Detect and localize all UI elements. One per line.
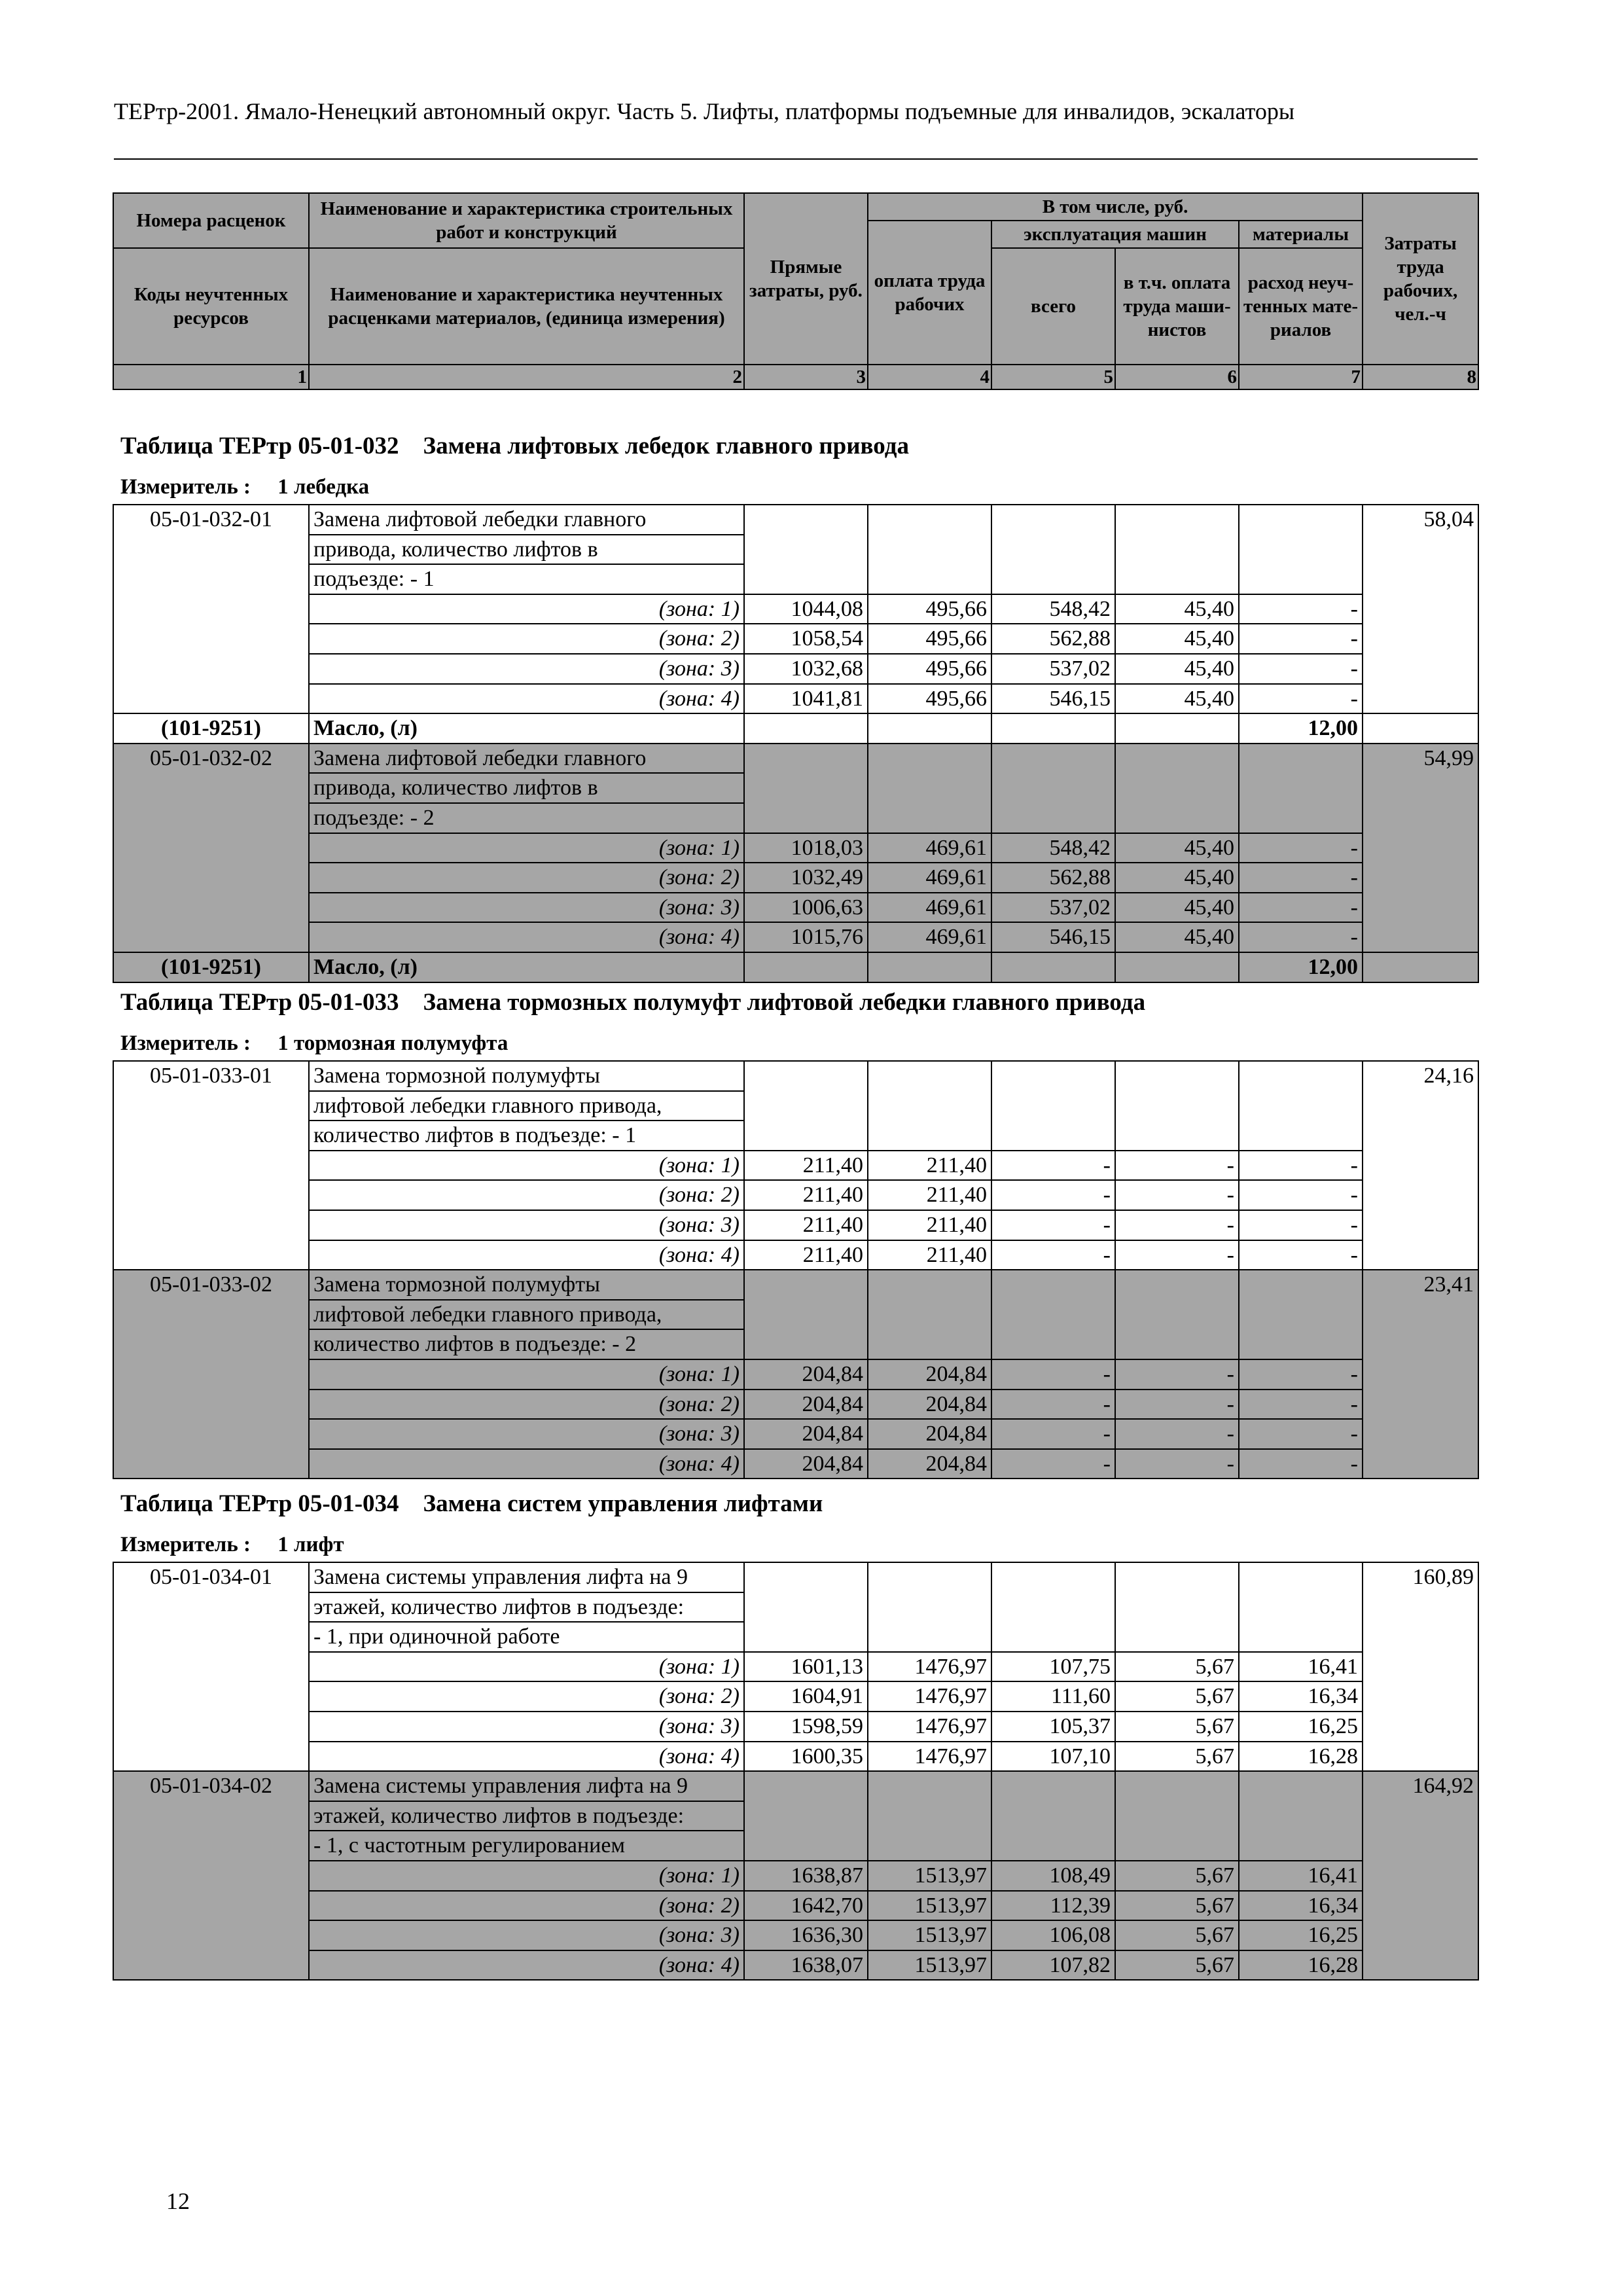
header-vsego: всего (991, 248, 1115, 365)
zone-value-c3: 211,40 (744, 1151, 868, 1181)
zone-row (113, 833, 1478, 863)
empty-cell (1115, 744, 1239, 833)
zone-value-c3: 204,84 (744, 1390, 868, 1420)
rate-description-line: количество лифтов в подъезде: - 1 (309, 1121, 744, 1151)
zone-value-c3: 204,84 (744, 1449, 868, 1479)
zone-value-c5: 546,15 (991, 922, 1115, 952)
zone-value-c3: 1044,08 (744, 594, 868, 624)
zone-value-c5: 537,02 (991, 654, 1115, 684)
page-number: 12 (166, 2188, 190, 2214)
zone-value-c4: 204,84 (868, 1359, 991, 1390)
empty-cell (744, 744, 868, 833)
zone-value-c7: - (1239, 654, 1363, 684)
zone-value-c5: 107,10 (991, 1742, 1115, 1772)
title-rule (114, 158, 1478, 160)
empty-cell (1115, 1270, 1239, 1359)
zone-label: (зона: 1) (309, 1359, 744, 1390)
rate-description-line: лифтовой лебедки главного привода, (309, 1091, 744, 1121)
zone-value-c5: 537,02 (991, 893, 1115, 923)
zone-value-c6: 45,40 (1115, 893, 1239, 923)
empty-cell (868, 1771, 991, 1861)
labor-cost: 164,92 (1363, 1771, 1478, 1980)
document-title: ТЕРтр-2001. Ямало-Ненецкий автономный округ. Часть 5. Лифты, платформы подъемные для инвалидов, эскалаторы (114, 98, 1295, 124)
empty-cell (1363, 952, 1478, 982)
rate-description-line: - 1, при одиночной работе (309, 1622, 744, 1652)
zone-value-c3: 1600,35 (744, 1742, 868, 1772)
zone-value-c7: - (1239, 833, 1363, 863)
zone-value-c4: 1513,97 (868, 1950, 991, 1981)
zone-value-c7: 16,25 (1239, 1712, 1363, 1742)
zone-row (113, 1390, 1478, 1420)
zone-value-c4: 469,61 (868, 922, 991, 952)
empty-cell (744, 1562, 868, 1652)
resource-row (113, 713, 1478, 744)
zone-row (113, 684, 1478, 714)
zone-value-c7: - (1239, 1151, 1363, 1181)
table-row (113, 505, 1478, 535)
zone-value-c6: 5,67 (1115, 1712, 1239, 1742)
zone-row (113, 1151, 1478, 1181)
empty-cell (1239, 744, 1363, 833)
zone-value-c3: 211,40 (744, 1210, 868, 1240)
zone-value-c7: - (1239, 893, 1363, 923)
zone-row (113, 1359, 1478, 1390)
zone-label: (зона: 2) (309, 1891, 744, 1921)
zone-value-c4: 1476,97 (868, 1652, 991, 1682)
header-kody: Коды неучтенных ресурсов (113, 248, 309, 365)
rate-code: 05-01-033-01 (113, 1061, 309, 1270)
zone-label: (зона: 4) (309, 1742, 744, 1772)
table-row (113, 1562, 1478, 1592)
empty-cell (1115, 1771, 1239, 1861)
zone-value-c3: 211,40 (744, 1180, 868, 1210)
rate-code: 05-01-033-02 (113, 1270, 309, 1479)
zone-row (113, 922, 1478, 952)
section-measure: Измеритель : 1 лифт (120, 1533, 344, 1556)
zone-row (113, 654, 1478, 684)
zone-row (113, 1950, 1478, 1981)
empty-cell (868, 1061, 991, 1151)
zone-value-c7: - (1239, 922, 1363, 952)
zone-row (113, 863, 1478, 893)
zone-value-c7: - (1239, 1210, 1363, 1240)
header-nomera: Номера расценок (113, 193, 309, 248)
zone-value-c3: 1638,07 (744, 1950, 868, 1981)
zone-value-c3: 1598,59 (744, 1712, 868, 1742)
resource-row (113, 952, 1478, 982)
zone-label: (зона: 4) (309, 1950, 744, 1981)
empty-cell (1239, 505, 1363, 594)
rate-code: 05-01-032-02 (113, 744, 309, 952)
zone-value-c3: 1041,81 (744, 684, 868, 714)
rate-code: 05-01-034-02 (113, 1771, 309, 1980)
empty-cell (991, 952, 1115, 982)
zone-value-c4: 495,66 (868, 684, 991, 714)
resource-value: 12,00 (1239, 713, 1363, 744)
zone-label: (зона: 1) (309, 833, 744, 863)
zone-value-c3: 1006,63 (744, 893, 868, 923)
zone-row (113, 1712, 1478, 1742)
zone-label: (зона: 3) (309, 654, 744, 684)
resource-name: Масло, (л) (309, 713, 744, 744)
zone-value-c5: 105,37 (991, 1712, 1115, 1742)
zone-value-c7: - (1239, 1359, 1363, 1390)
empty-cell (1239, 1562, 1363, 1652)
zone-value-c4: 211,40 (868, 1180, 991, 1210)
zone-label: (зона: 2) (309, 1180, 744, 1210)
zone-row (113, 1920, 1478, 1950)
col-num: 6 (1115, 365, 1239, 389)
zone-row (113, 893, 1478, 923)
empty-cell (991, 505, 1115, 594)
table-row (113, 1270, 1478, 1300)
resource-code: (101-9251) (113, 952, 309, 982)
header-naim2: Наименование и характеристика неучтенных расценками материалов, (единица измерения) (309, 248, 744, 365)
resource-name: Масло, (л) (309, 952, 744, 982)
empty-cell (1115, 505, 1239, 594)
labor-cost: 58,04 (1363, 505, 1478, 713)
rate-description-line: привода, количество лифтов в (309, 773, 744, 803)
zone-value-c6: 5,67 (1115, 1742, 1239, 1772)
table-row (113, 1771, 1478, 1801)
col-num: 2 (309, 365, 744, 389)
empty-cell (1115, 713, 1239, 744)
rate-description-line: подъезде: - 1 (309, 564, 744, 594)
zone-value-c3: 1032,49 (744, 863, 868, 893)
zone-label: (зона: 3) (309, 893, 744, 923)
zone-value-c3: 1032,68 (744, 654, 868, 684)
zone-value-c6: - (1115, 1449, 1239, 1479)
section-title: Таблица ТЕРтр 05-01-033 Замена тормозных полумуфт лифтовой лебедки главного привода (120, 989, 1146, 1016)
zone-row (113, 1449, 1478, 1479)
zone-row (113, 1210, 1478, 1240)
section-measure: Измеритель : 1 лебедка (120, 475, 370, 499)
zone-value-c6: 45,40 (1115, 922, 1239, 952)
zone-value-c5: - (991, 1449, 1115, 1479)
col-num: 4 (868, 365, 991, 389)
rate-description-line: Замена лифтовой лебедки главного (309, 744, 744, 774)
zone-value-c7: 16,34 (1239, 1681, 1363, 1712)
zone-value-c7: - (1239, 1419, 1363, 1449)
zone-label: (зона: 1) (309, 1151, 744, 1181)
zone-value-c5: - (991, 1240, 1115, 1270)
zone-value-c5: 562,88 (991, 624, 1115, 654)
empty-cell (868, 505, 991, 594)
section-title: Таблица ТЕРтр 05-01-034 Замена систем управления лифтами (120, 1490, 823, 1517)
zone-value-c5: - (991, 1390, 1115, 1420)
zone-value-c5: 112,39 (991, 1891, 1115, 1921)
col-num: 7 (1239, 365, 1363, 389)
zone-value-c7: 16,41 (1239, 1861, 1363, 1891)
empty-cell (991, 1061, 1115, 1151)
empty-cell (744, 713, 868, 744)
zone-value-c6: 45,40 (1115, 654, 1239, 684)
zone-value-c7: - (1239, 863, 1363, 893)
empty-cell (991, 1771, 1115, 1861)
zone-value-c7: 16,34 (1239, 1891, 1363, 1921)
rate-description-line: Замена тормозной полумуфты (309, 1061, 744, 1091)
zone-row (113, 1652, 1478, 1682)
zone-value-c5: 107,75 (991, 1652, 1115, 1682)
zone-value-c7: - (1239, 1390, 1363, 1420)
zone-label: (зона: 4) (309, 1449, 744, 1479)
zone-value-c7: 16,28 (1239, 1742, 1363, 1772)
zone-value-c3: 1636,30 (744, 1920, 868, 1950)
zone-value-c3: 1638,87 (744, 1861, 868, 1891)
zone-value-c7: - (1239, 1240, 1363, 1270)
zone-value-c4: 204,84 (868, 1419, 991, 1449)
zone-value-c6: - (1115, 1151, 1239, 1181)
empty-cell (744, 505, 868, 594)
empty-cell (744, 1771, 868, 1861)
zone-value-c4: 1513,97 (868, 1861, 991, 1891)
col-num: 3 (744, 365, 868, 389)
header-zatraty: Затраты труда рабочих, чел.-ч (1363, 193, 1478, 365)
empty-cell (991, 1562, 1115, 1652)
zone-value-c7: - (1239, 1180, 1363, 1210)
empty-cell (1115, 1061, 1239, 1151)
rate-description-line: Замена лифтовой лебедки главного (309, 505, 744, 535)
zone-value-c5: 111,60 (991, 1681, 1115, 1712)
empty-cell (744, 1061, 868, 1151)
header-ekspl: эксплуатация машин (991, 221, 1239, 248)
header-oplata: оплата труда рабочих (868, 221, 991, 365)
labor-cost: 160,89 (1363, 1562, 1478, 1771)
empty-cell (1239, 1061, 1363, 1151)
table-row (113, 1061, 1478, 1091)
zone-value-c6: 45,40 (1115, 833, 1239, 863)
zone-value-c6: 5,67 (1115, 1861, 1239, 1891)
rate-description-line: Замена тормозной полумуфты (309, 1270, 744, 1300)
zone-value-c5: - (991, 1151, 1115, 1181)
zone-row (113, 1681, 1478, 1712)
zone-value-c7: - (1239, 594, 1363, 624)
col-num: 8 (1363, 365, 1478, 389)
zone-row (113, 1419, 1478, 1449)
zone-value-c5: - (991, 1180, 1115, 1210)
rate-code: 05-01-034-01 (113, 1562, 309, 1771)
zone-value-c6: 45,40 (1115, 684, 1239, 714)
header-vtch: в т.ч. оплата труда маши-нистов (1115, 248, 1239, 365)
zone-label: (зона: 3) (309, 1712, 744, 1742)
zone-value-c4: 1476,97 (868, 1712, 991, 1742)
zone-value-c5: - (991, 1419, 1115, 1449)
rate-description-line: количество лифтов в подъезде: - 2 (309, 1329, 744, 1359)
resource-code: (101-9251) (113, 713, 309, 744)
resource-value: 12,00 (1239, 952, 1363, 982)
zone-row (113, 1180, 1478, 1210)
zone-value-c6: 5,67 (1115, 1950, 1239, 1981)
empty-cell (744, 1270, 868, 1359)
zone-value-c4: 1476,97 (868, 1742, 991, 1772)
zone-value-c4: 1476,97 (868, 1681, 991, 1712)
zone-value-c5: - (991, 1359, 1115, 1390)
section-title: Таблица ТЕРтр 05-01-032 Замена лифтовых лебедок главного привода (120, 433, 909, 459)
zone-value-c4: 1513,97 (868, 1891, 991, 1921)
rate-description-line: лифтовой лебедки главного привода, (309, 1300, 744, 1330)
zone-value-c3: 1058,54 (744, 624, 868, 654)
zone-value-c5: 106,08 (991, 1920, 1115, 1950)
zone-value-c7: - (1239, 624, 1363, 654)
zone-value-c5: - (991, 1210, 1115, 1240)
zone-value-c4: 204,84 (868, 1390, 991, 1420)
zone-value-c6: 45,40 (1115, 624, 1239, 654)
empty-cell (868, 1270, 991, 1359)
zone-label: (зона: 3) (309, 1419, 744, 1449)
zone-row (113, 1240, 1478, 1270)
col-num: 1 (113, 365, 309, 389)
zone-value-c3: 1015,76 (744, 922, 868, 952)
labor-cost: 23,41 (1363, 1270, 1478, 1479)
rate-description-line: привода, количество лифтов в (309, 535, 744, 565)
empty-cell (868, 1562, 991, 1652)
zone-value-c6: - (1115, 1180, 1239, 1210)
zone-value-c5: 546,15 (991, 684, 1115, 714)
zone-value-c5: 562,88 (991, 863, 1115, 893)
zone-value-c3: 1642,70 (744, 1891, 868, 1921)
zone-row (113, 1891, 1478, 1921)
table-row (113, 744, 1478, 774)
rate-code: 05-01-032-01 (113, 505, 309, 713)
zone-value-c4: 469,61 (868, 893, 991, 923)
zone-value-c6: - (1115, 1240, 1239, 1270)
zone-value-c5: 548,42 (991, 833, 1115, 863)
zone-row (113, 1861, 1478, 1891)
rate-description-line: этажей, количество лифтов в подъезде: (309, 1592, 744, 1623)
zone-value-c3: 204,84 (744, 1359, 868, 1390)
rate-table (113, 1060, 1479, 1479)
zone-value-c6: 5,67 (1115, 1891, 1239, 1921)
header-rashod: расход неуч-тенных мате-риалов (1239, 248, 1363, 365)
col-num: 5 (991, 365, 1115, 389)
zone-value-c5: 107,82 (991, 1950, 1115, 1981)
empty-cell (1239, 1270, 1363, 1359)
zone-value-c6: - (1115, 1359, 1239, 1390)
zone-label: (зона: 4) (309, 1240, 744, 1270)
zone-label: (зона: 1) (309, 594, 744, 624)
zone-value-c4: 211,40 (868, 1210, 991, 1240)
zone-value-c6: 5,67 (1115, 1920, 1239, 1950)
rate-table (113, 1562, 1479, 1981)
empty-cell (1239, 1771, 1363, 1861)
zone-value-c6: 5,67 (1115, 1652, 1239, 1682)
zone-label: (зона: 1) (309, 1652, 744, 1682)
rate-table (113, 504, 1479, 983)
empty-cell (868, 713, 991, 744)
rate-description-line: - 1, с частотным регулированием (309, 1831, 744, 1861)
empty-cell (991, 744, 1115, 833)
zone-label: (зона: 4) (309, 684, 744, 714)
zone-value-c4: 495,66 (868, 624, 991, 654)
empty-cell (1115, 952, 1239, 982)
empty-cell (991, 713, 1115, 744)
zone-value-c3: 204,84 (744, 1419, 868, 1449)
zone-value-c3: 1604,91 (744, 1681, 868, 1712)
zone-label: (зона: 2) (309, 624, 744, 654)
header-pryamye: Прямые затраты, руб. (744, 193, 868, 365)
column-header-table (113, 192, 1479, 390)
header-naim1: Наименование и характеристика строительных работ и конструкций (309, 193, 744, 248)
rate-description-line: Замена системы управления лифта на 9 (309, 1771, 744, 1801)
empty-cell (868, 952, 991, 982)
rate-description-line: подъезде: - 2 (309, 803, 744, 833)
zone-value-c3: 1601,13 (744, 1652, 868, 1682)
zone-value-c6: 5,67 (1115, 1681, 1239, 1712)
zone-label: (зона: 2) (309, 1681, 744, 1712)
zone-label: (зона: 3) (309, 1920, 744, 1950)
zone-value-c4: 469,61 (868, 833, 991, 863)
labor-cost: 24,16 (1363, 1061, 1478, 1270)
rate-description-line: этажей, количество лифтов в подъезде: (309, 1801, 744, 1831)
zone-value-c6: 45,40 (1115, 594, 1239, 624)
empty-cell (1115, 1562, 1239, 1652)
zone-value-c6: - (1115, 1390, 1239, 1420)
zone-value-c7: 16,28 (1239, 1950, 1363, 1981)
zone-value-c3: 1018,03 (744, 833, 868, 863)
zone-value-c4: 495,66 (868, 594, 991, 624)
zone-value-c5: 108,49 (991, 1861, 1115, 1891)
zone-value-c3: 211,40 (744, 1240, 868, 1270)
zone-value-c7: - (1239, 684, 1363, 714)
zone-label: (зона: 2) (309, 863, 744, 893)
zone-row (113, 624, 1478, 654)
empty-cell (991, 1270, 1115, 1359)
empty-cell (868, 744, 991, 833)
header-materialy: материалы (1239, 221, 1363, 248)
zone-value-c7: 16,25 (1239, 1920, 1363, 1950)
zone-value-c4: 211,40 (868, 1240, 991, 1270)
empty-cell (1363, 713, 1478, 744)
zone-value-c4: 469,61 (868, 863, 991, 893)
zone-row (113, 594, 1478, 624)
zone-label: (зона: 3) (309, 1210, 744, 1240)
zone-label: (зона: 1) (309, 1861, 744, 1891)
zone-value-c6: 45,40 (1115, 863, 1239, 893)
zone-row (113, 1742, 1478, 1772)
zone-value-c6: - (1115, 1419, 1239, 1449)
empty-cell (744, 952, 868, 982)
zone-value-c4: 1513,97 (868, 1920, 991, 1950)
zone-value-c7: 16,41 (1239, 1652, 1363, 1682)
zone-value-c4: 204,84 (868, 1449, 991, 1479)
zone-value-c4: 495,66 (868, 654, 991, 684)
section-measure: Измеритель : 1 тормозная полумуфта (120, 1031, 508, 1055)
zone-label: (зона: 2) (309, 1390, 744, 1420)
labor-cost: 54,99 (1363, 744, 1478, 952)
zone-value-c5: 548,42 (991, 594, 1115, 624)
rate-description-line: Замена системы управления лифта на 9 (309, 1562, 744, 1592)
zone-value-c4: 211,40 (868, 1151, 991, 1181)
zone-value-c7: - (1239, 1449, 1363, 1479)
zone-value-c6: - (1115, 1210, 1239, 1240)
header-vtomchisle: В том числе, руб. (868, 193, 1363, 221)
zone-label: (зона: 4) (309, 922, 744, 952)
